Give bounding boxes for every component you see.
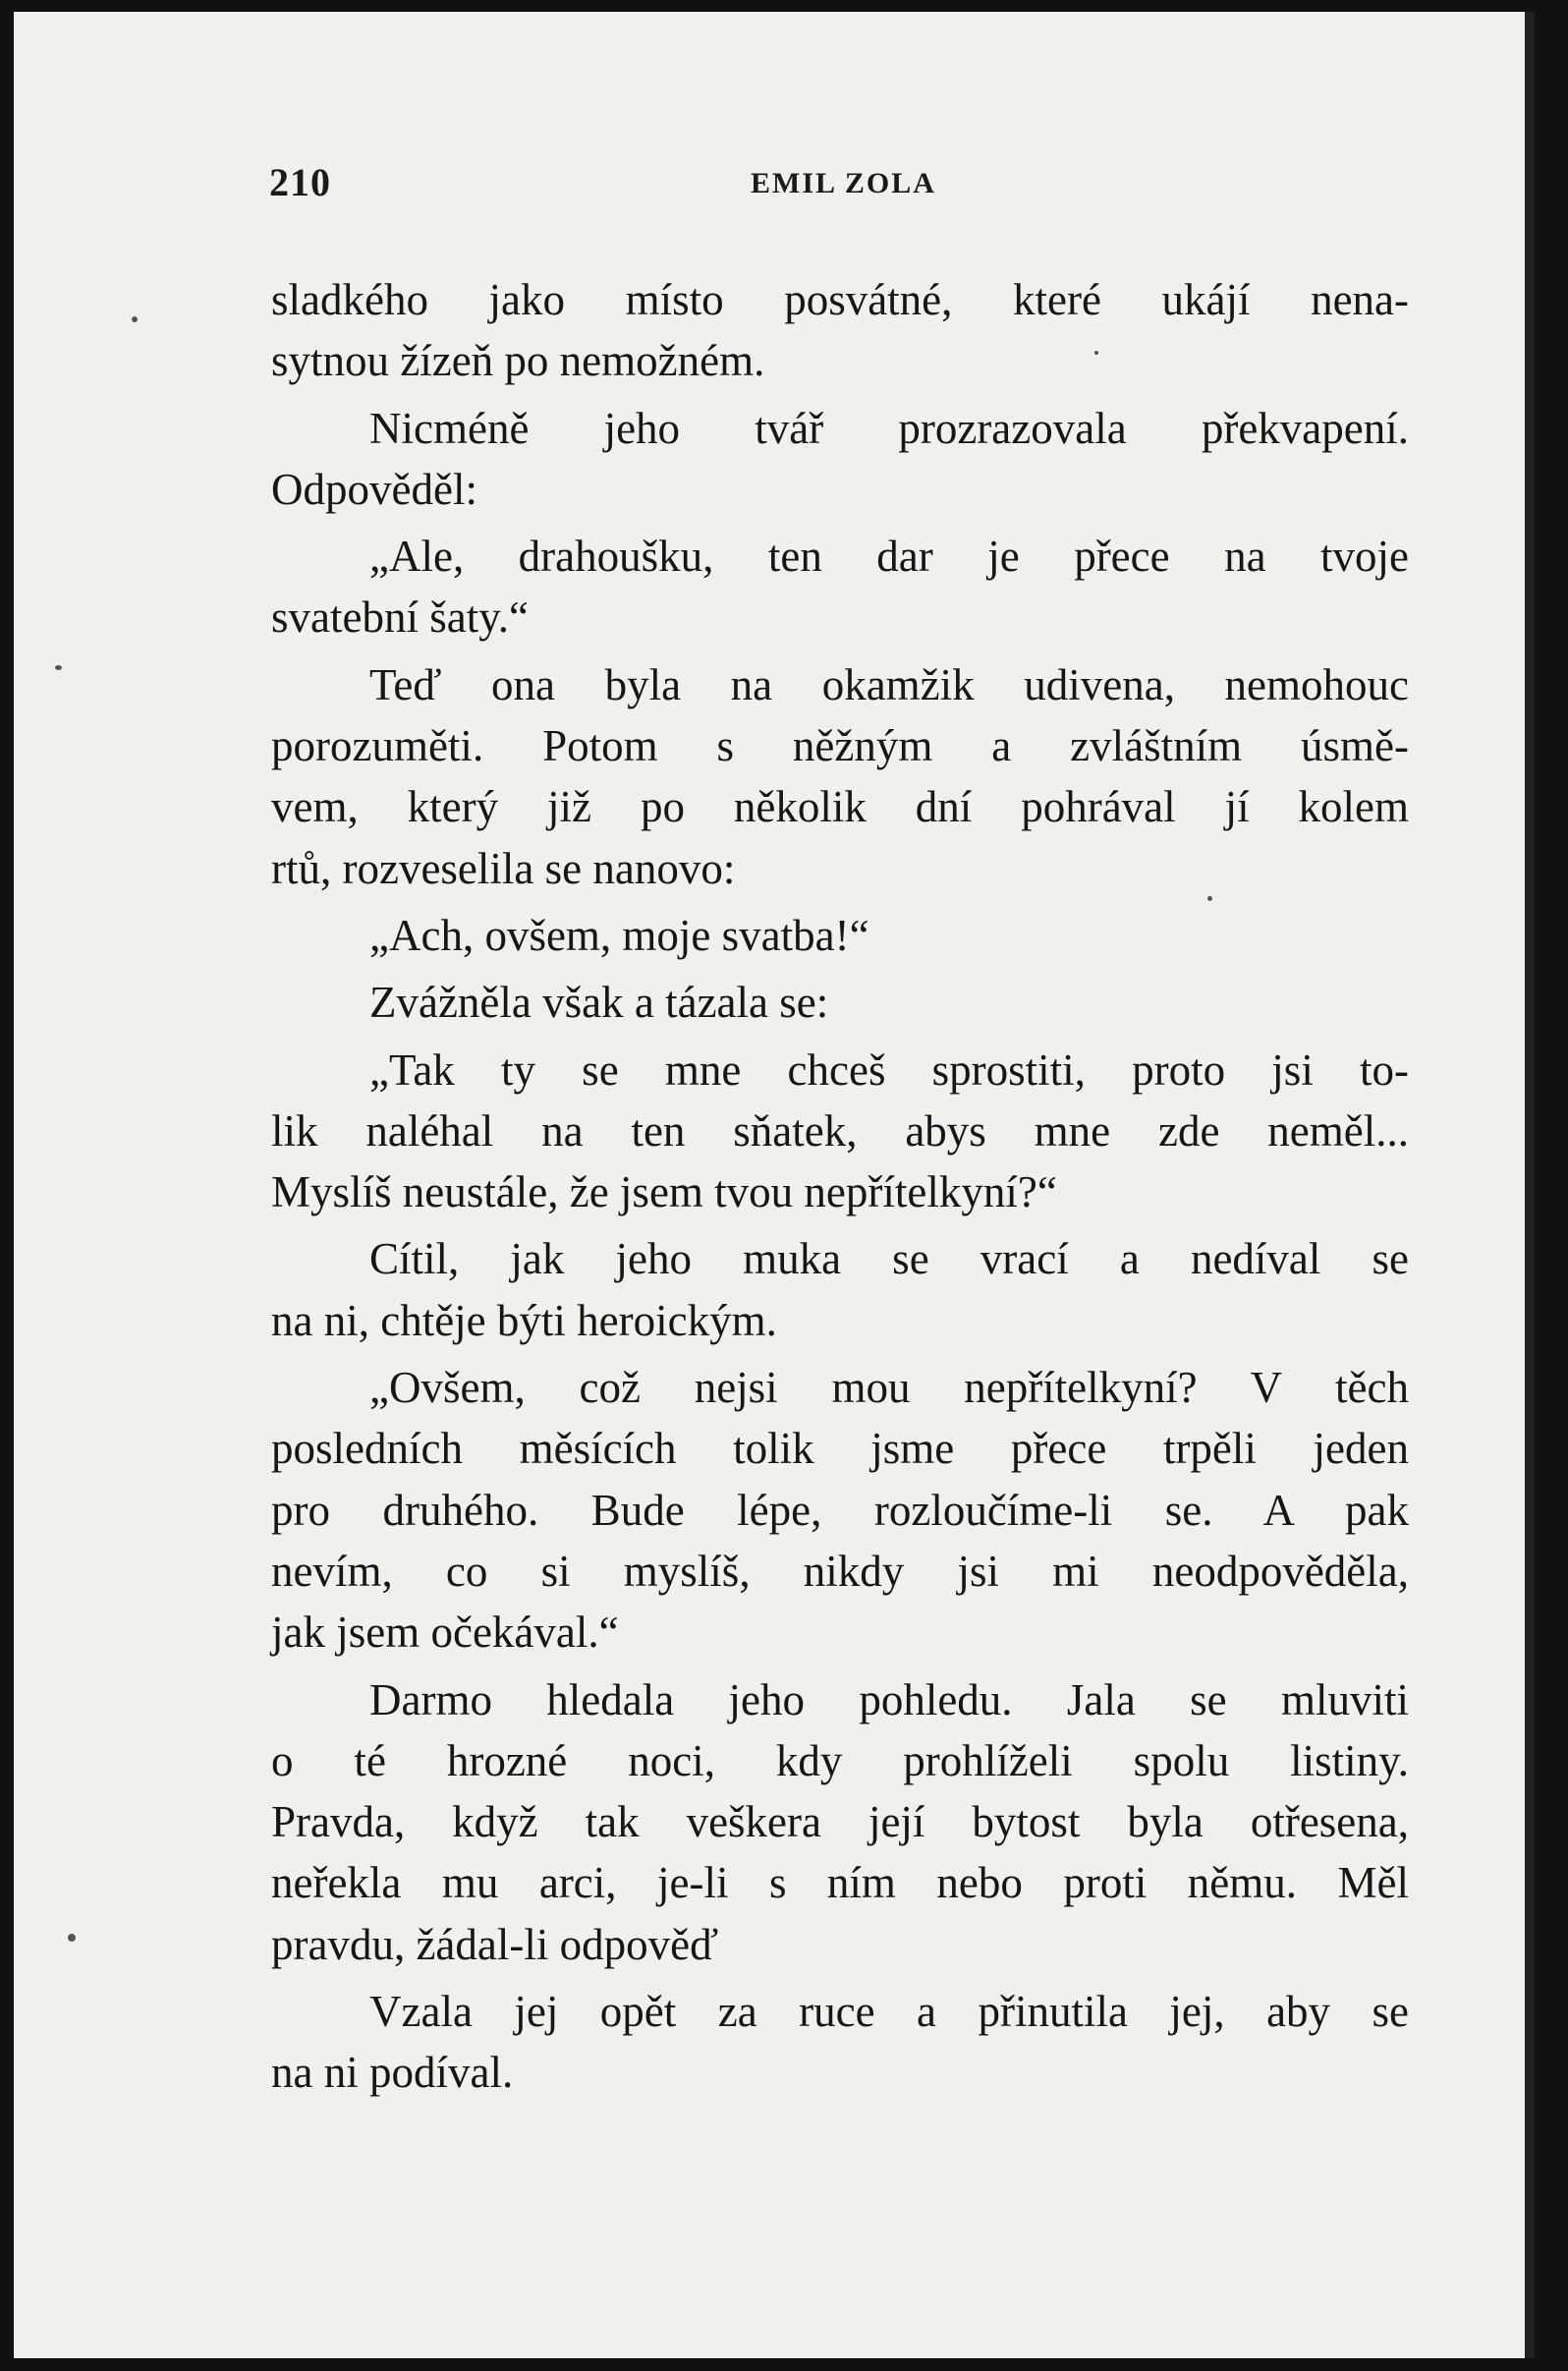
text-line: na ni, chtěje býti heroickým. <box>271 1295 777 1345</box>
paragraph <box>271 1040 1409 1223</box>
text-line: Nicméně jeho tvář prozrazovala překvapení. <box>369 403 1409 453</box>
body-text <box>271 269 1409 2110</box>
text-line: pro druhého. Bude lépe, rozloučíme-li se. A pak <box>271 1485 1409 1535</box>
text-line: posledních měsících tolik jsme přece trpěli jeden <box>271 1424 1409 1474</box>
paragraph-gap <box>271 2104 1409 2110</box>
text-line: Myslíš neustále, že jsem tvou nepřítelkyní?“ <box>271 1167 1057 1217</box>
text-line: sladkého jako místo posvátné, které ukájí nena- <box>271 275 1409 324</box>
text-line: sytnou žízeň po nemožném. <box>271 336 765 386</box>
paragraph <box>271 526 1409 649</box>
text-line: Teď ona byla na okamžik udivena, nemohouc <box>369 659 1409 709</box>
text-line: „Ovšem, což nejsi mou nepřítelkyní? V těch <box>369 1363 1409 1413</box>
text-line: na ni podíval. <box>271 2048 514 2098</box>
text-line: Vzala jej opět za ruce a přinutila jej, aby se <box>369 1987 1409 2037</box>
text-line: lik naléhal na ten sňatek, abys mne zde neměl... <box>271 1105 1409 1156</box>
text-line: porozuměti. Potom s něžným a zvláštním úsmě- <box>271 721 1409 771</box>
text-line: o té hrozné noci, kdy prohlíželi spolu listiny. <box>271 1735 1409 1785</box>
paragraph <box>271 398 1409 521</box>
text-line: Zvážněla však a tázala se: <box>369 978 829 1028</box>
book-page <box>14 12 1535 2358</box>
text-line: svatební šaty.“ <box>271 593 530 643</box>
paper-speck <box>68 1934 76 1942</box>
page-number: 210 <box>269 160 331 204</box>
text-line: Darmo hledala jeho pohledu. Jala se mluviti <box>369 1674 1409 1724</box>
paragraph <box>271 1669 1409 1975</box>
paper-speck <box>132 316 138 322</box>
text-line: pravdu, žádal-li odpověď <box>271 1919 719 1969</box>
running-head: EMIL ZOLA <box>751 167 936 199</box>
paragraph <box>271 972 1409 1033</box>
text-line: „Ale, drahoušku, ten dar je přece na tvoje <box>369 532 1409 582</box>
text-line: vem, který již po několik dní pohrával jí kolem <box>271 782 1409 832</box>
paper-speck <box>55 665 62 670</box>
paragraph <box>271 905 1409 966</box>
paragraph <box>271 1228 1409 1351</box>
text-line: nevím, co si myslíš, nikdy jsi mi neodpověděla, <box>271 1546 1409 1596</box>
paragraph <box>271 269 1409 392</box>
text-line: Pravda, když tak veškera její bytost byla otřesena, <box>271 1797 1409 1847</box>
text-line: jak jsem očekával.“ <box>271 1608 619 1658</box>
text-line: rtů, rozveselila se nanovo: <box>271 843 736 893</box>
text-line: Odpověděl: <box>271 464 477 514</box>
text-line: „Tak ty se mne chceš sprostiti, proto jsi to- <box>369 1044 1409 1095</box>
text-line: neřekla mu arci, je-li s ním nebo proti němu. Měl <box>271 1858 1409 1908</box>
page-header <box>269 159 1409 208</box>
paragraph <box>271 1981 1409 2104</box>
paragraph <box>271 1357 1409 1663</box>
text-line: Cítil, jak jeho muka se vrací a nedíval se <box>369 1234 1409 1284</box>
text-line: „Ach, ovšem, moje svatba!“ <box>369 910 869 960</box>
paragraph <box>271 654 1409 899</box>
